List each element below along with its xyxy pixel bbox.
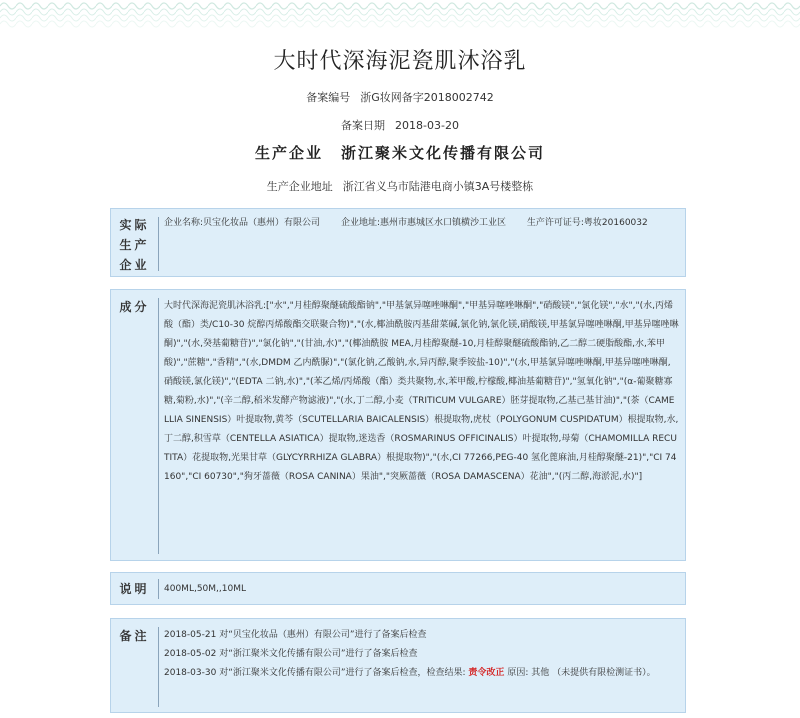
remark-date: 2018-03-30 [164, 668, 217, 678]
label-line: 生产 [119, 238, 150, 252]
manufacturer-license: 粤妆20160032 [583, 218, 648, 228]
manufacturer-license-field [527, 218, 648, 228]
manufacturer-name-field [164, 218, 320, 228]
manufacturer-name: 贝宝化妆品（惠州）有限公司 [203, 218, 321, 228]
manufacturer-section-label [111, 215, 158, 275]
remarks-label: 备注 [119, 629, 150, 643]
company-label: 生产企业 [254, 144, 323, 162]
registration-value: 浙G妆网备字2018002742 [360, 91, 494, 104]
manufacturer-address: 惠州市惠城区水口镇横沙工业区 [379, 218, 506, 228]
remark-line [164, 664, 679, 683]
company-address-value: 浙江省义乌市陆港电商小镇3A号楼整栋 [342, 180, 534, 193]
company-row [0, 142, 800, 163]
section-divider [158, 217, 159, 271]
company-address-row [0, 178, 800, 194]
company-address-label: 生产企业地址 [266, 180, 333, 193]
remark-date: 2018-05-21 [164, 630, 217, 640]
label-line: 实际 [119, 218, 150, 232]
manufacturer-address-field [341, 218, 506, 228]
manufacturer-content [164, 214, 679, 233]
decorative-wave-border [0, 0, 800, 34]
section-divider [158, 298, 159, 554]
remarks-section [110, 618, 686, 713]
registration-number-row [0, 89, 800, 105]
ingredients-text: 大时代深海泥瓷肌沐浴乳:["水","月桂醇聚醚硫酸酯钠","甲基氯异噻唑啉酮","甲基异噻唑啉酮","硝酸镁","氯化镁","水","(水,丙烯酸（酯）类/C10-30 烷醇丙烯酸酯交联聚合物)","(水,椰油酰胺丙基甜菜碱,氯化钠,氯化镁,硝酸镁,甲基氯异噻唑啉酮,甲基异噻唑啉酮)","(水,癸基葡糖苷)","氯化钠","(甘油,水)","(椰油酰胺 MEA,月桂醇聚醚-10,月桂醇聚醚硫酸酯钠,乙二醇二硬脂酸酯,水,苯甲酸)","蔗糖","香精","(水,DMDM 乙内酰脲)","(氯化钠,乙酸钠,水,异丙醇,聚季铵盐-10)","(水,甲基氯异噻唑啉酮,甲基异噻唑啉酮,硝酸镁,氯化镁)","(EDTA 二钠,水)","(苯乙烯/丙烯酸（酯）类共聚物,水,苯甲酸,柠檬酸,椰油基葡糖苷)","氢氧化钠","(α-葡聚糖寡糖,菊粉,水)","(辛二醇,稻米发酵产物滤液)","(水,丁二醇,小麦（TRITICUM VULGARE）胚芽提取物,乙基己基甘油)","(茶（CAMELLIA SINENSIS）叶提取物,黄芩（SCUTELLARIA BAICALENSIS）根提取物,虎杖（POLYGONUM CUSPIDATUM）根提取物,水,丁二醇,积雪草（CENTELLA ASIATICA）提取物,迷迭香（ROSMARINUS OFFICINALIS）叶提取物,母菊（CHAMOMILLA RECUTITA）花提取物,光果甘草（GLYCYRRHIZA GLABRA）根提取物)","(水,CI 77266,PEG-40 氢化蓖麻油,月桂醇聚醚-21)","CI 74160","CI 60730","狗牙蔷薇（ROSA CANINA）果油","突厥蔷薇（ROSA DAMASCENA）花油","(丙二醇,海淤泥,水)"] [164, 301, 679, 482]
label-line: 企业 [119, 258, 150, 272]
remark-date: 2018-05-02 [164, 649, 217, 659]
remark-text: 对“浙江聚米文化传播有限公司”进行了备案后检查 [219, 649, 418, 659]
date-value: 2018-03-20 [395, 119, 459, 132]
remarks-list [164, 626, 679, 683]
manufacturer-name-label: 企业名称: [164, 218, 204, 228]
remark-line [164, 626, 679, 645]
note-text: 400ML,50M,,10ML [164, 584, 246, 594]
page-title: 大时代深海泥瓷肌沐浴乳 [273, 49, 527, 74]
note-section [110, 572, 686, 605]
inspection-result-badge: 责令改正 [468, 668, 505, 678]
date-label: 备案日期 [341, 119, 386, 132]
registration-label: 备案编号 [306, 91, 351, 104]
company-name: 浙江聚米文化传播有限公司 [341, 144, 546, 162]
manufacturer-license-label: 生产许可证号: [526, 218, 584, 228]
remark-text: 对“浙江聚米文化传播有限公司”进行了备案后检查，检查结果: [219, 668, 466, 678]
section-divider [158, 579, 159, 599]
note-label: 说明 [119, 582, 150, 596]
section-divider [158, 627, 159, 707]
manufacturer-address-label: 企业地址: [340, 218, 380, 228]
remark-text: 对“贝宝化妆品（惠州）有限公司”进行了备案后检查 [219, 630, 427, 640]
registration-date-row [0, 117, 800, 133]
remark-reason: 原因: 其他 （未提供有限检测证书）。 [507, 668, 656, 678]
manufacturer-section [110, 208, 686, 277]
ingredients-section [110, 289, 686, 561]
ingredients-label: 成分 [119, 300, 150, 314]
remark-line [164, 645, 679, 664]
